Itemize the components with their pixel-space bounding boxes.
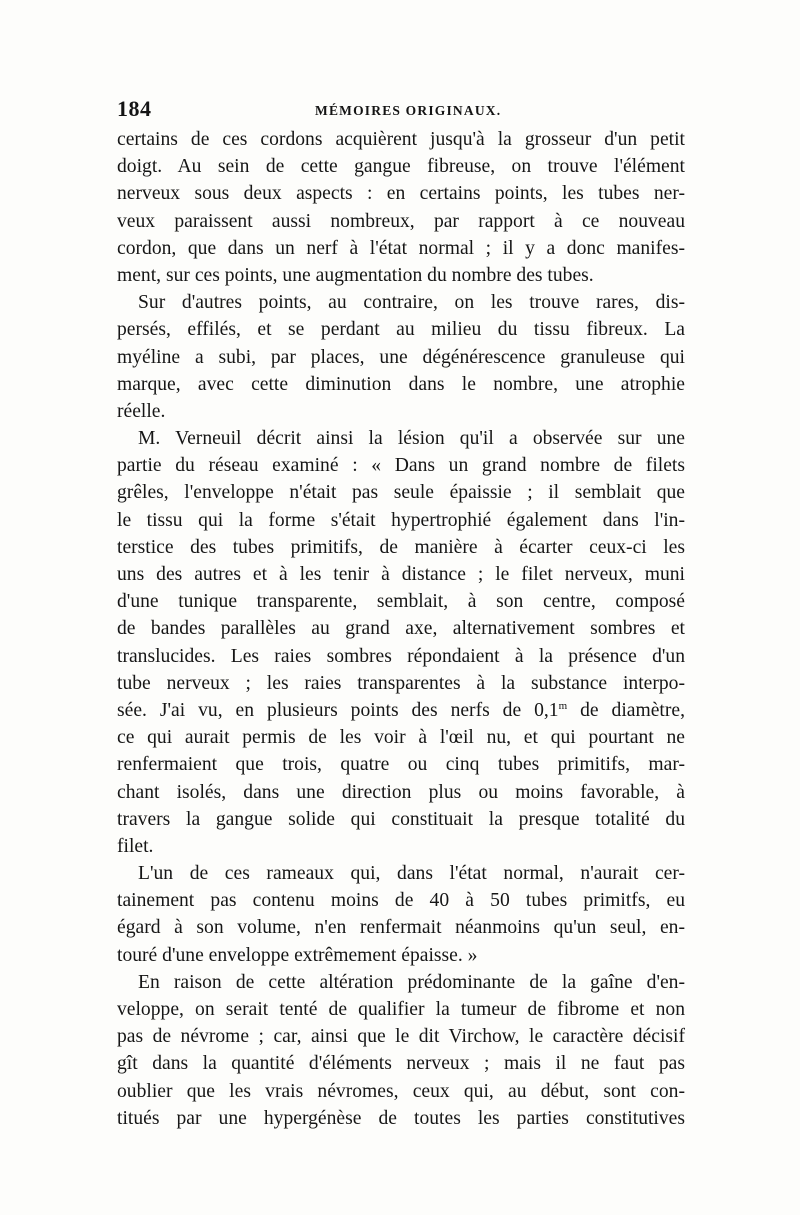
text-line-content: le tissu qui la forme s'était hypertrophié également dans l'in- — [117, 509, 685, 531]
text-line — [117, 262, 685, 289]
text-line-content: pas de névrome ; car, ainsi que le dit Virchow, le caractère décisif — [117, 1026, 685, 1048]
text-line-content: doigt. Au sein de cette gangue fibreuse, on trouve l'élément — [117, 156, 685, 178]
text-line — [117, 452, 685, 479]
text-line — [117, 751, 685, 778]
text-line — [117, 887, 685, 914]
text-line-content: oublier que les vrais névromes, ceux qui, au début, sont con- — [117, 1080, 685, 1102]
text-line-content: sée. J'ai vu, en plusieurs points des nerfs de 0,1 — [117, 699, 559, 721]
text-line — [117, 806, 685, 833]
text-line-content: tube nerveux ; les raies transparentes à la substance interpo- — [117, 672, 685, 694]
text-line-content: certains de ces cordons acquièrent jusqu'à la grosseur d'un petit — [117, 129, 685, 150]
text-line — [117, 914, 685, 941]
text-line-content: chant isolés, dans une direction plus ou moins favorable, à — [117, 781, 685, 803]
text-line-content: translucides. Les raies sombres répondaient à la présence d'un — [117, 645, 685, 667]
text-line-content: grêles, l'enveloppe n'était pas seule épaissie ; il semblait que — [117, 482, 685, 504]
body-text — [117, 126, 685, 1132]
text-line — [117, 779, 685, 806]
text-line — [117, 289, 685, 316]
text-line — [117, 643, 685, 670]
text-line-content: de bandes parallèles au grand axe, alternativement sombres et — [117, 618, 685, 640]
text-line-content: titués par une hypergénèse de toutes les parties constitutives — [117, 1107, 685, 1129]
text-line — [117, 479, 685, 506]
text-line — [117, 398, 685, 425]
text-line — [117, 942, 685, 969]
unit-superscript: m — [558, 699, 568, 712]
text-line-content: uns des autres et à les tenir à distance ; le filet nerveux, muni — [117, 564, 685, 585]
text-line-content: nerveux sous deux aspects : en certains points, les tubes ner- — [117, 183, 685, 205]
text-line — [117, 344, 685, 371]
text-line — [117, 1023, 685, 1050]
text-line-content: cordon, que dans un nerf à l'état normal ; il y a donc manifes- — [117, 237, 685, 259]
text-line-content: veloppe, on serait tenté de qualifier la tumeur de fibrome et non — [117, 999, 685, 1020]
text-line — [117, 588, 685, 615]
text-line-content: renfermaient que trois, quatre ou cinq tubes primitifs, mar- — [117, 754, 685, 776]
text-line — [117, 724, 685, 751]
text-line — [117, 371, 685, 398]
text-line-content: filet. — [117, 835, 154, 857]
text-line-content: ment, sur ces points, une augmentation du nombre des tubes. — [117, 264, 594, 286]
text-line-content: myéline a subi, par places, une dégénérescence granuleuse qui — [117, 346, 685, 368]
text-line — [117, 615, 685, 642]
text-line — [117, 180, 685, 207]
text-line — [117, 507, 685, 534]
text-line — [117, 534, 685, 561]
text-line — [117, 996, 685, 1023]
text-line-content: M. Verneuil décrit ainsi la lésion qu'il a observée sur une — [138, 428, 685, 450]
text-line-content: d'une tunique transparente, semblait, à son centre, composé — [117, 591, 685, 613]
text-line-content: travers la gangue solide qui constituait la presque totalité du — [117, 808, 685, 830]
text-line — [117, 833, 685, 860]
text-line-content: terstice des tubes primitifs, de manière à écarter ceux-ci les — [117, 536, 685, 558]
text-line-content: L'un de ces rameaux qui, dans l'état normal, n'aurait cer- — [138, 863, 685, 885]
text-line-content: Sur d'autres points, au contraire, on les trouve rares, dis- — [138, 292, 685, 314]
text-line — [117, 670, 685, 697]
text-line-content: persés, effilés, et se perdant au milieu du tissu fibreux. La — [117, 319, 685, 341]
text-line-content: touré d'une enveloppe extrêmement épaisse. » — [117, 944, 478, 966]
text-line — [117, 126, 685, 153]
text-line — [117, 1050, 685, 1077]
text-line-content: marque, avec cette diminution dans le nombre, une atrophie — [117, 373, 685, 395]
text-line-content: tainement pas contenu moins de 40 à 50 tubes primitfs, eu — [117, 890, 685, 912]
text-line — [117, 208, 685, 235]
text-line — [117, 860, 685, 887]
text-line — [117, 1078, 685, 1105]
text-line-content: réelle. — [117, 400, 166, 422]
text-line-content: En raison de cette altération prédominante de la gaîne d'en- — [138, 971, 685, 993]
text-line — [117, 235, 685, 262]
text-line-content: gît dans la quantité d'éléments nerveux ; mais il ne faut pas — [117, 1053, 685, 1075]
text-line — [117, 316, 685, 343]
text-line — [117, 969, 685, 996]
text-line-content: ce qui aurait permis de les voir à l'œil nu, et qui pourtant ne — [117, 727, 685, 749]
text-line-content: partie du réseau examiné : « Dans un grand nombre de filets — [117, 455, 685, 477]
text-line-content: veux paraissent aussi nombreux, par rapport à ce nouveau — [117, 210, 685, 232]
page-number: 184 — [117, 96, 152, 121]
running-head — [117, 96, 685, 126]
text-line — [117, 1105, 685, 1132]
text-line — [117, 697, 685, 724]
text-line — [117, 561, 685, 588]
text-line — [117, 425, 685, 452]
text-line-content: égard à son volume, n'en renfermait néanmoins qu'un seul, en- — [117, 917, 685, 939]
text-line-continuation: de diamètre, — [567, 699, 685, 721]
running-title: MÉMOIRES ORIGINAUX. — [315, 103, 502, 118]
text-line — [117, 153, 685, 180]
